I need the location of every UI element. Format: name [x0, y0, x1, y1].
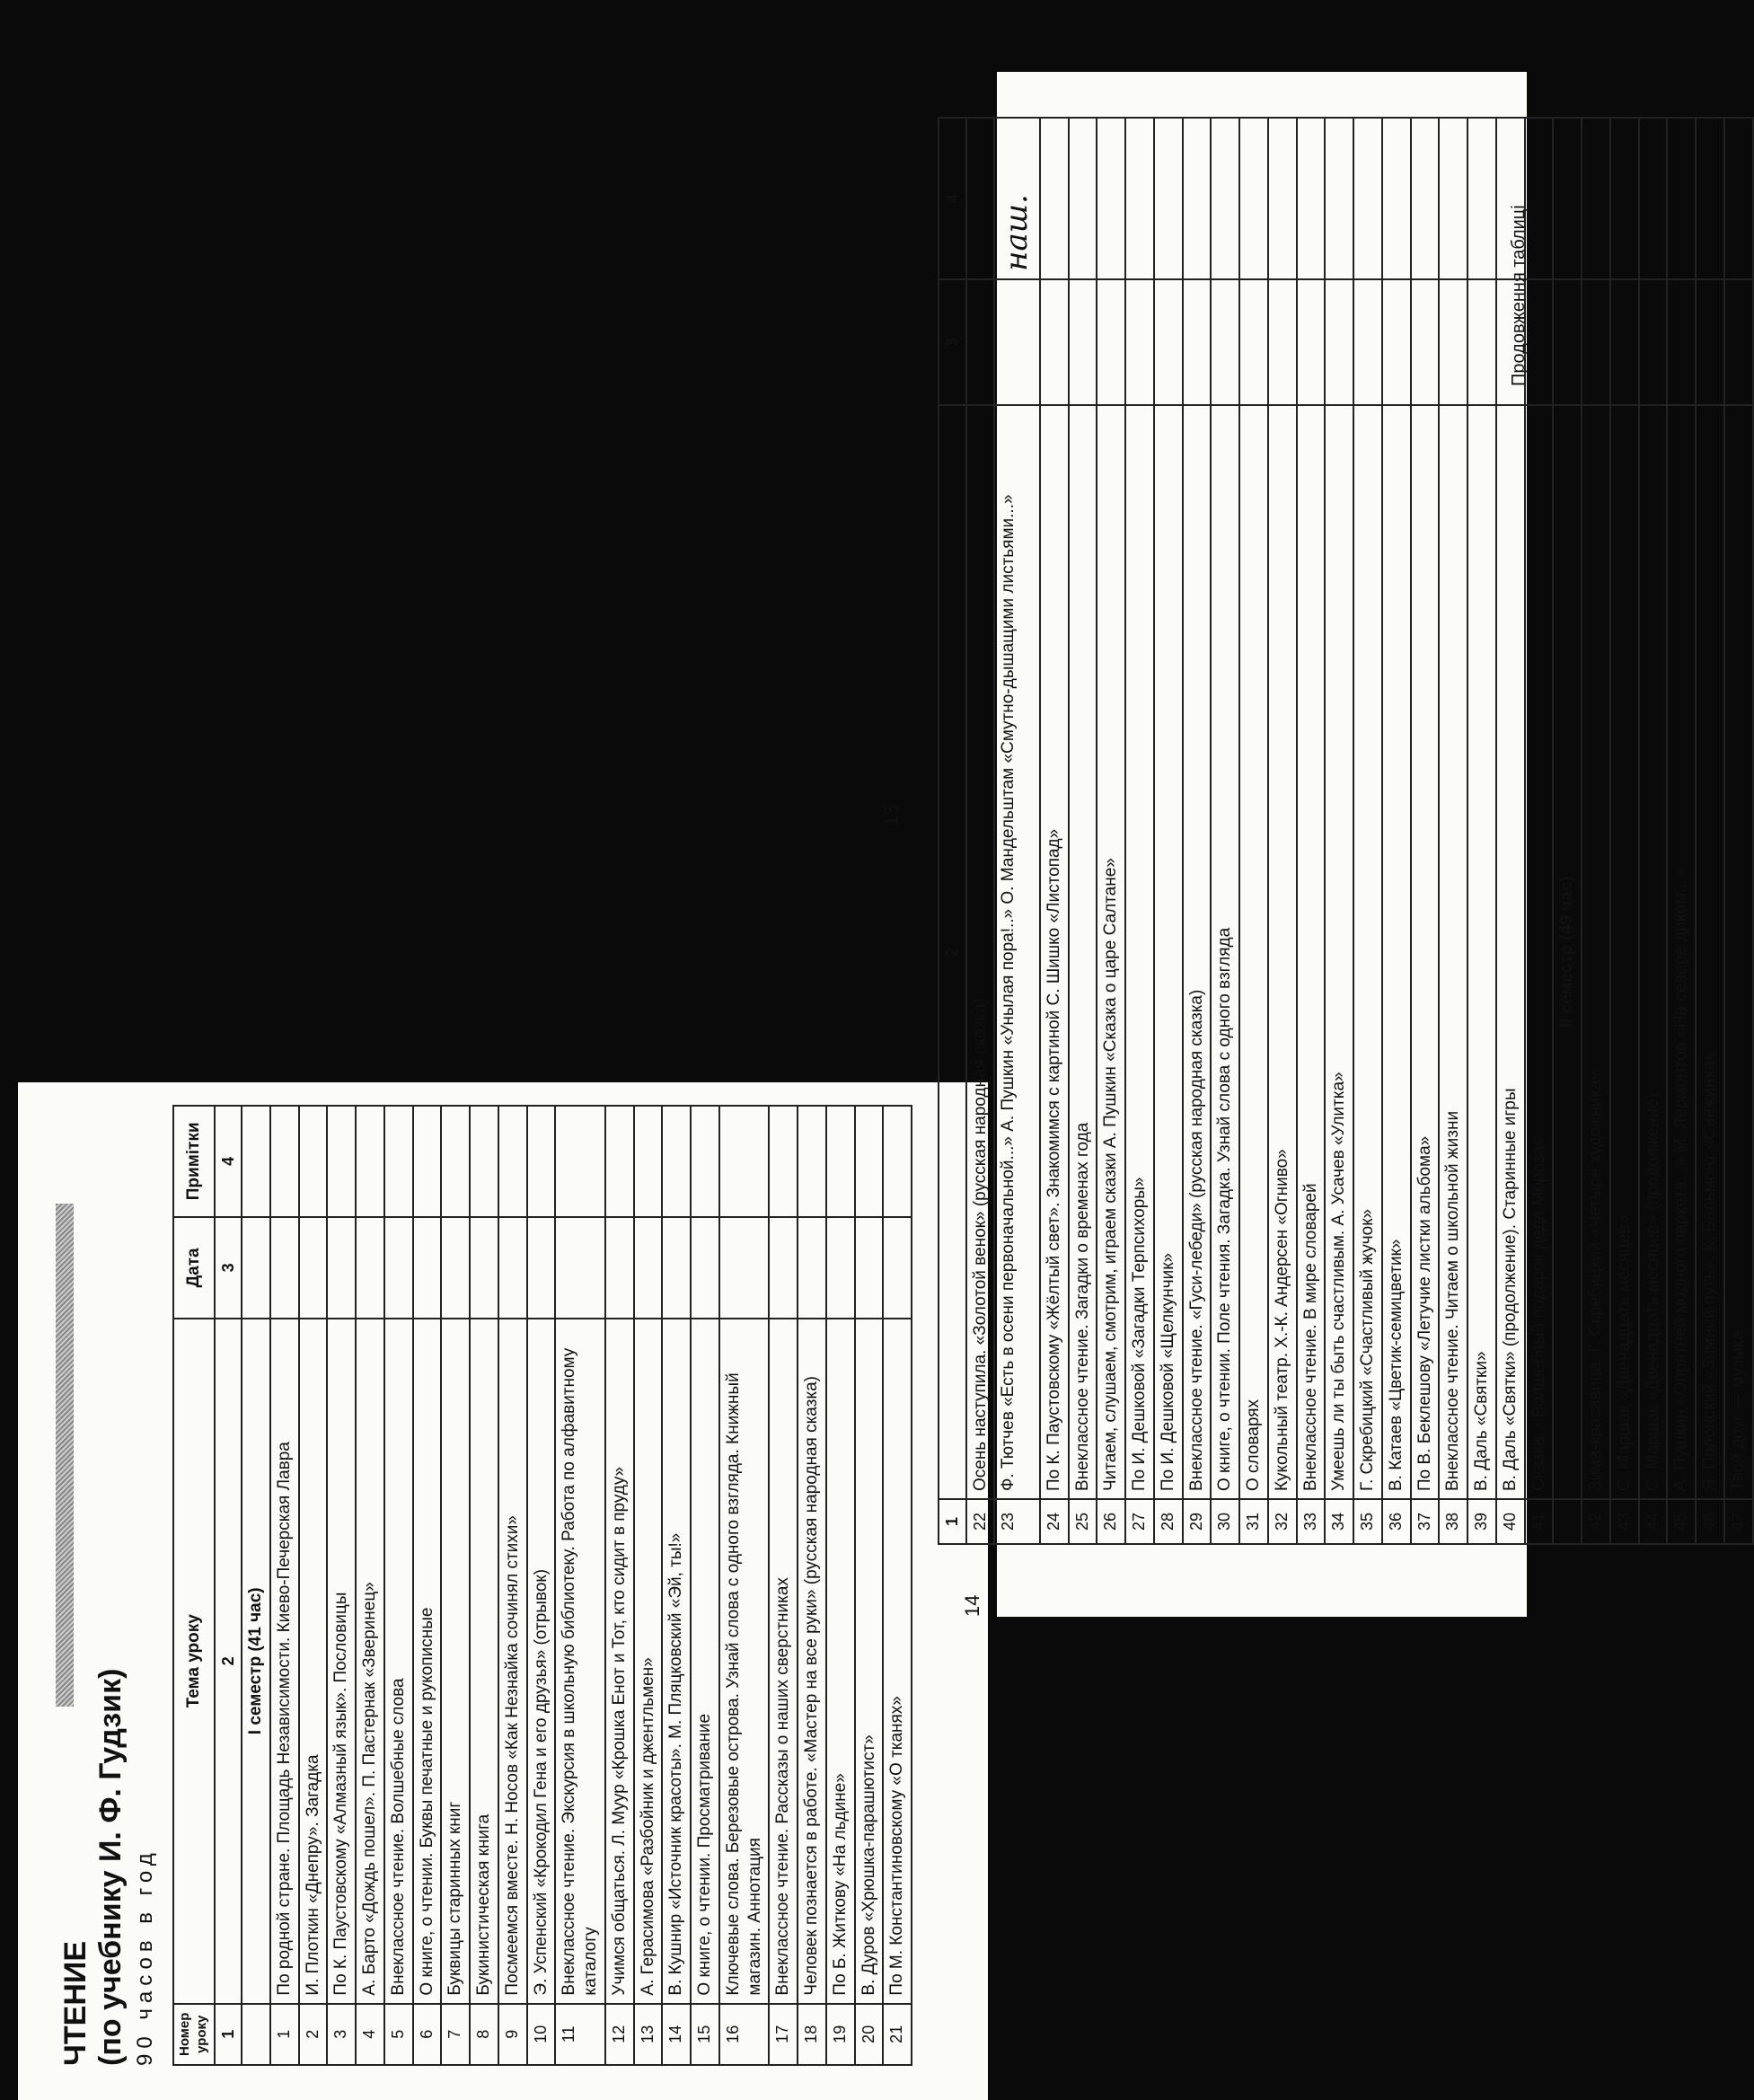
- table-row: [883, 1106, 912, 2065]
- lesson-notes: [1610, 118, 1639, 279]
- lesson-notes: [966, 118, 995, 279]
- table-row: [855, 1106, 884, 2065]
- lesson-topic: Внеклассное чтение. Читаем о школьной жизни: [1439, 405, 1468, 1499]
- lesson-topic: А. Барто «Дождь пошел». П. Пастернак «Зверинец»: [356, 1319, 384, 2004]
- lesson-topic: Ф. Тютчев «Есть в осени первоначальной...» А. Пушкин «Унылая пора!..» О. Мандельштам «Смутно-дышащими листьями...»: [994, 405, 1040, 1499]
- lesson-date: [966, 279, 995, 405]
- lesson-date: [1069, 279, 1097, 405]
- lesson-date: [1325, 279, 1353, 405]
- lesson-topic: О книге, о чтении. Буквы печатные и рукописные: [413, 1319, 442, 2004]
- col-num-3: 3: [939, 279, 966, 405]
- lesson-date: [1382, 279, 1411, 405]
- lesson-date: [1525, 279, 1554, 405]
- lesson-notes: [1439, 118, 1468, 279]
- lesson-notes: [769, 1106, 798, 1217]
- lesson-number: 15: [691, 2004, 719, 2065]
- continuation-label: Продовження таблиці: [1509, 205, 1529, 386]
- lesson-date: [327, 1217, 356, 1319]
- lesson-number: 30: [1211, 1499, 1239, 1544]
- lesson-date: [883, 1217, 912, 1319]
- lesson-topic: Внеклассное чтение. Экскурсия в школьную библиотеку. Работа по алфавитному каталогу: [555, 1319, 605, 2004]
- lesson-topic: Внеклассное чтение. Рассказы о наших сверстниках: [769, 1319, 798, 2004]
- table-row: [299, 1106, 328, 2065]
- lesson-notes: [855, 1106, 884, 1217]
- lesson-number: 36: [1382, 1499, 1411, 1544]
- lesson-topic: Твой друг — музыка: [1724, 405, 1753, 1499]
- lesson-date: [1040, 279, 1069, 405]
- title-line-1: ЧТЕНИЕ: [58, 1940, 93, 2066]
- lesson-topic: По И. Дешковой «Загадки Терпсихоры»: [1125, 405, 1154, 1499]
- lesson-number: 7: [441, 2004, 470, 2065]
- lesson-notes: [356, 1106, 384, 1217]
- table-row: [555, 1106, 605, 2065]
- lesson-date: [769, 1217, 798, 1319]
- lesson-date: [384, 1217, 413, 1319]
- table-row: [470, 1106, 498, 2065]
- lesson-topic: И. Плоткин «Днепру». Загадка: [299, 1319, 328, 2004]
- header-topic: Тема уроку: [173, 1319, 215, 2004]
- lesson-notes: [1097, 118, 1125, 279]
- lesson-date: [994, 279, 1040, 405]
- lesson-notes: [1696, 118, 1724, 279]
- lesson-notes: [1382, 118, 1411, 279]
- lesson-date: [555, 1217, 605, 1319]
- lesson-topic: По родной стране. Площадь Независимости. Киево-Печерская Лавра: [270, 1319, 299, 2004]
- table-row: [691, 1106, 719, 2065]
- lesson-topic: В. Даль «Святки» (продолжение). Старинные игры: [1496, 405, 1525, 1499]
- lesson-date: [1297, 279, 1326, 405]
- table-row: [1525, 118, 1554, 1544]
- lesson-date: [855, 1217, 884, 1319]
- col-num-1: 1: [939, 1499, 966, 1544]
- header-num: Номер уроку: [173, 2004, 215, 2065]
- page-number: 15: [880, 804, 903, 826]
- lesson-notes: [384, 1106, 413, 1217]
- lesson-notes: [883, 1106, 912, 1217]
- lesson-number: 25: [1069, 1499, 1097, 1544]
- lesson-number: 18: [798, 2004, 826, 2065]
- lesson-number: 41: [1525, 1499, 1554, 1544]
- lesson-topic: Э. Успенский «Крокодил Гена и его друзья» (отрывок): [527, 1319, 556, 2004]
- table-row: [798, 1106, 826, 2065]
- lesson-date: [356, 1217, 384, 1319]
- table-row: [1724, 118, 1753, 1544]
- lesson-topic: Я. Полонский «Зимний путь». К. Бальмонт «Снежинка»: [1696, 405, 1724, 1499]
- lesson-notes: [826, 1106, 855, 1217]
- lesson-date: [299, 1217, 328, 1319]
- table-row: [966, 118, 995, 1544]
- lesson-topic: С. Маршак «Двенадцать месяцев» (продолжение): [1639, 405, 1668, 1499]
- lesson-number: 29: [1183, 1499, 1212, 1544]
- lesson-notes: [555, 1106, 605, 1217]
- lesson-notes: [605, 1106, 634, 1217]
- lesson-number: 35: [1353, 1499, 1382, 1544]
- lesson-number: 34: [1325, 1499, 1353, 1544]
- lesson-notes: [1211, 118, 1239, 279]
- lesson-date: [798, 1217, 826, 1319]
- lesson-notes: [498, 1106, 527, 1217]
- table-row: [413, 1106, 442, 2065]
- lesson-topic: По В. Беклешову «Летучие листки альбома»: [1411, 405, 1440, 1499]
- lesson-notes: [1468, 118, 1496, 279]
- lesson-topic: А. Герасимова «Разбойник и джентльмен»: [634, 1319, 663, 2004]
- lesson-notes: [413, 1106, 442, 1217]
- table-row: [270, 1106, 299, 2065]
- lesson-number: 42: [1582, 1499, 1610, 1544]
- lesson-date: [1724, 279, 1753, 405]
- semester-heading: І семестр (41 час): [242, 1319, 270, 2004]
- lesson-topic: О книге, о чтении. Поле чтения. Загадка. Узнай слова с одного взгляда: [1211, 405, 1239, 1499]
- lesson-notes: [1125, 118, 1154, 279]
- lesson-topic: В. Дуров «Хрюшка-парашютист»: [855, 1319, 884, 2004]
- lesson-topic: Внеклассное чтение. В мире словарей: [1297, 405, 1326, 1499]
- lesson-date: [1411, 279, 1440, 405]
- lesson-number: 16: [719, 2004, 770, 2065]
- lesson-number: 13: [634, 2004, 663, 2065]
- lesson-notes: [1724, 118, 1753, 279]
- lesson-number: 3: [327, 2004, 356, 2065]
- lesson-number: 10: [527, 2004, 556, 2065]
- table-row: [1211, 118, 1239, 1544]
- lesson-number: 5: [384, 2004, 413, 2065]
- right-page-rotated: [880, 72, 1748, 1599]
- lesson-number: 20: [855, 2004, 884, 2065]
- col-num-3: 3: [215, 1217, 242, 1319]
- lesson-number: 26: [1097, 1499, 1125, 1544]
- lesson-date: [1696, 279, 1724, 405]
- lesson-notes: [327, 1106, 356, 1217]
- lesson-topic: Внеклассное чтение. «Гуси-лебеди» (русская народная сказка): [1183, 405, 1212, 1499]
- lesson-notes: [1411, 118, 1440, 279]
- lesson-date: [1353, 279, 1382, 405]
- lesson-number: 23: [994, 1499, 1040, 1544]
- lesson-number: 38: [1439, 1499, 1468, 1544]
- lesson-topic: В. Кушнир «Источник красоты». М. Пляцковский «Эй, ты!»: [662, 1319, 691, 2004]
- lesson-date: [1610, 279, 1639, 405]
- hours-label: 90 часов в год: [133, 1848, 157, 2066]
- lesson-number: 9: [498, 2004, 527, 2065]
- lesson-topic: В. Катаев «Цветик-семицветик»: [1382, 405, 1411, 1499]
- lesson-date: [1667, 279, 1696, 405]
- lesson-topic: С. Маршак «Двенадцать месяцев»: [1610, 405, 1639, 1499]
- lesson-notes: [1496, 118, 1525, 279]
- lesson-number: 32: [1268, 1499, 1297, 1544]
- lesson-date: [1582, 279, 1610, 405]
- lesson-number: 17: [769, 2004, 798, 2065]
- lesson-notes: [1639, 118, 1668, 279]
- table-row: [1439, 118, 1468, 1544]
- lesson-number: 24: [1040, 1499, 1069, 1544]
- lesson-topic: В. Даль «Святки»: [1468, 405, 1496, 1499]
- table-row: [1069, 118, 1097, 1544]
- lesson-notes: [299, 1106, 328, 1217]
- lesson-number: 44: [1639, 1499, 1668, 1544]
- col-num-2: 2: [215, 1319, 242, 2004]
- lesson-number: 4: [356, 2004, 384, 2065]
- table-row: [1239, 118, 1268, 1544]
- lesson-number: 14: [662, 2004, 691, 2065]
- table-row: [527, 1106, 556, 2065]
- col-num-4: 4: [939, 118, 966, 279]
- lesson-date: [1639, 279, 1668, 405]
- lesson-topic: Кукольный театр. Х.-К. Андерсен «Огниво»: [1268, 405, 1297, 1499]
- table-row: [1639, 118, 1668, 1544]
- lesson-topic: По М. Константиновскому «О тканях»: [883, 1319, 912, 2004]
- lesson-topic: Букинистическая книга: [470, 1319, 498, 2004]
- lesson-notes: [270, 1106, 299, 1217]
- lesson-date: [1183, 279, 1212, 405]
- lesson-date: [826, 1217, 855, 1319]
- table-row: [1353, 118, 1382, 1544]
- lesson-date: [1154, 279, 1183, 405]
- lesson-date: [662, 1217, 691, 1319]
- lesson-table-left: [172, 1105, 912, 2066]
- lesson-topic: О книге, о чтении. Просматривание: [691, 1319, 719, 2004]
- table-row: [1411, 118, 1440, 1544]
- lesson-topic: По И. Дешковой «Щелкунчик»: [1154, 405, 1183, 1499]
- lesson-notes: [1667, 118, 1696, 279]
- lesson-notes: [1040, 118, 1069, 279]
- lesson-date: [1496, 279, 1525, 405]
- page-title: [58, 1669, 128, 2066]
- lesson-number: 31: [1239, 1499, 1268, 1544]
- lesson-topic: По К. Паустовскому «Жёлтый свет». Знакомимся с картиной С. Шишко «Листопад»: [1040, 405, 1069, 1499]
- lesson-topic: Внеклассное чтение. Загадки о временах года: [1069, 405, 1097, 1499]
- lesson-notes: [994, 118, 1040, 279]
- lesson-date: [1211, 279, 1239, 405]
- table-row: [1667, 118, 1696, 1544]
- lesson-date: [1239, 279, 1268, 405]
- lesson-number: 28: [1154, 1499, 1183, 1544]
- lesson-notes: [1353, 118, 1382, 279]
- lesson-number: 40: [1496, 1499, 1525, 1544]
- lesson-date: [441, 1217, 470, 1319]
- lesson-number: 39: [1468, 1499, 1496, 1544]
- table-row: [769, 1106, 798, 2065]
- table-row: [826, 1106, 855, 2065]
- lesson-table-right: [938, 117, 1754, 1545]
- lesson-notes: [1268, 118, 1297, 279]
- table-row: [327, 1106, 356, 2065]
- lesson-topic: Г. Скребицкий «Счастливый жучок»: [1353, 405, 1382, 1499]
- lesson-date: [719, 1217, 770, 1319]
- header-shade: [56, 1204, 74, 1707]
- lesson-topic: По К. Паустовскому «Алмазный язык». Пословицы: [327, 1319, 356, 2004]
- header-notes: Примітки: [173, 1106, 215, 1217]
- lesson-notes: [1582, 118, 1610, 279]
- header-date: Дата: [173, 1217, 215, 1319]
- lesson-number: 6: [413, 2004, 442, 2065]
- page-number: 14: [961, 1594, 983, 1617]
- lesson-topic: Ключевые слова. Березовые острова. Узнай слова с одного взгляда. Книжный магазин. Аннотация: [719, 1319, 770, 2004]
- lesson-date: [470, 1217, 498, 1319]
- lesson-date: [691, 1217, 719, 1319]
- lesson-topic: Учимся общаться. Л. Муур «Крошка Енот и Тот, кто сидит в пруду»: [605, 1319, 634, 2004]
- table-row: [356, 1106, 384, 2065]
- lesson-notes: [441, 1106, 470, 1217]
- handwritten-note: наш.: [999, 194, 1036, 271]
- lesson-notes: [662, 1106, 691, 1217]
- lesson-number: 43: [1610, 1499, 1639, 1544]
- lesson-number: 11: [555, 2004, 605, 2065]
- lesson-topic: Умеешь ли ты быть счастливым. А. Усачев «Улитка»: [1325, 405, 1353, 1499]
- lesson-notes: [1297, 118, 1326, 279]
- table-row: [384, 1106, 413, 2065]
- lesson-notes: [1525, 118, 1554, 279]
- lesson-number: 27: [1125, 1499, 1154, 1544]
- table-row: [1125, 118, 1154, 1544]
- lesson-topic: Внеклассное чтение. Волшебные слова: [384, 1319, 413, 2004]
- lesson-notes: [1183, 118, 1212, 279]
- lesson-number: 2: [299, 2004, 328, 2065]
- col-num-2: 2: [939, 405, 966, 1499]
- table-row: [994, 118, 1040, 1544]
- col-num-4: 4: [215, 1106, 242, 1217]
- table-row: [1183, 118, 1212, 1544]
- lesson-number: 21: [883, 2004, 912, 2065]
- table-row: [1582, 118, 1610, 1544]
- lesson-number: 1: [270, 2004, 299, 2065]
- col-num-1: 1: [215, 2004, 242, 2065]
- lesson-topic: Осень наступила. «Золотой венок» (русская народная сказка): [966, 405, 995, 1499]
- table-row: [662, 1106, 691, 2065]
- table-row: [1468, 118, 1496, 1544]
- table-row: [1610, 118, 1639, 1544]
- lesson-date: [605, 1217, 634, 1319]
- lesson-date: [1439, 279, 1468, 405]
- table-row: [1496, 118, 1525, 1544]
- lesson-topic: Зима-красавица. Г. Скребицкий «Четыре художника»: [1582, 405, 1610, 1499]
- table-row: [1297, 118, 1326, 1544]
- lesson-number: 22: [966, 1499, 995, 1544]
- table-row: [605, 1106, 634, 2065]
- lesson-notes: [634, 1106, 663, 1217]
- lesson-number: 8: [470, 2004, 498, 2065]
- semester-heading: ІІ семестр (49 час): [1553, 405, 1582, 1499]
- lesson-number: 46: [1696, 1499, 1724, 1544]
- lesson-date: [527, 1217, 556, 1319]
- table-row: [1040, 118, 1069, 1544]
- table-row: [1268, 118, 1297, 1544]
- lesson-topic: Буквицы старинных книг: [441, 1319, 470, 2004]
- lesson-date: [1468, 279, 1496, 405]
- lesson-topic: Сказка. «Волшебный подарок деда Мороза»: [1525, 405, 1554, 1499]
- lesson-date: [498, 1217, 527, 1319]
- lesson-topic: О словарях: [1239, 405, 1268, 1499]
- lesson-number: 12: [605, 2004, 634, 2065]
- lesson-topic: Человек познается в работе. «Мастер на все руки» (русская народная сказка): [798, 1319, 826, 2004]
- lesson-number: 19: [826, 2004, 855, 2065]
- lesson-date: [1125, 279, 1154, 405]
- lesson-date: [270, 1217, 299, 1319]
- lesson-notes: [691, 1106, 719, 1217]
- lesson-notes: [1239, 118, 1268, 279]
- lesson-notes: [1069, 118, 1097, 279]
- lesson-notes: [798, 1106, 826, 1217]
- lesson-notes: [470, 1106, 498, 1217]
- table-row: [634, 1106, 663, 2065]
- table-row: [1382, 118, 1411, 1544]
- lesson-number: 45: [1667, 1499, 1696, 1544]
- lesson-topic: А. Пушкин «Опрятней модного паркета...» М. Лермонтов «На севере диком...»: [1667, 405, 1696, 1499]
- lesson-date: [1268, 279, 1297, 405]
- lesson-number: 37: [1411, 1499, 1440, 1544]
- lesson-notes: [527, 1106, 556, 1217]
- lesson-number: 33: [1297, 1499, 1326, 1544]
- table-row: [1097, 118, 1125, 1544]
- lesson-topic: Читаем, слушаем, смотрим, играем сказки А. Пушкин «Сказка о царе Салтане»: [1097, 405, 1125, 1499]
- lesson-date: [634, 1217, 663, 1319]
- lesson-number: 47: [1724, 1499, 1753, 1544]
- lesson-notes: [1325, 118, 1353, 279]
- lesson-date: [413, 1217, 442, 1319]
- semester-row: [1553, 118, 1582, 1544]
- lesson-notes: [1154, 118, 1183, 279]
- lesson-topic: Посмеемся вместе. Н. Носов «Как Незнайка сочинял стихи»: [498, 1319, 527, 2004]
- table-row: [1696, 118, 1724, 1544]
- table-row: [1325, 118, 1353, 1544]
- table-row: [498, 1106, 527, 2065]
- table-row: [441, 1106, 470, 2065]
- lesson-notes: [719, 1106, 770, 1217]
- lesson-date: [1097, 279, 1125, 405]
- title-line-2: (по учебнику И. Ф. Гудзик): [93, 1668, 128, 2066]
- lesson-topic: По Б. Житкову «На льдине»: [826, 1319, 855, 2004]
- table-row: [1154, 118, 1183, 1544]
- table-row: [719, 1106, 770, 2065]
